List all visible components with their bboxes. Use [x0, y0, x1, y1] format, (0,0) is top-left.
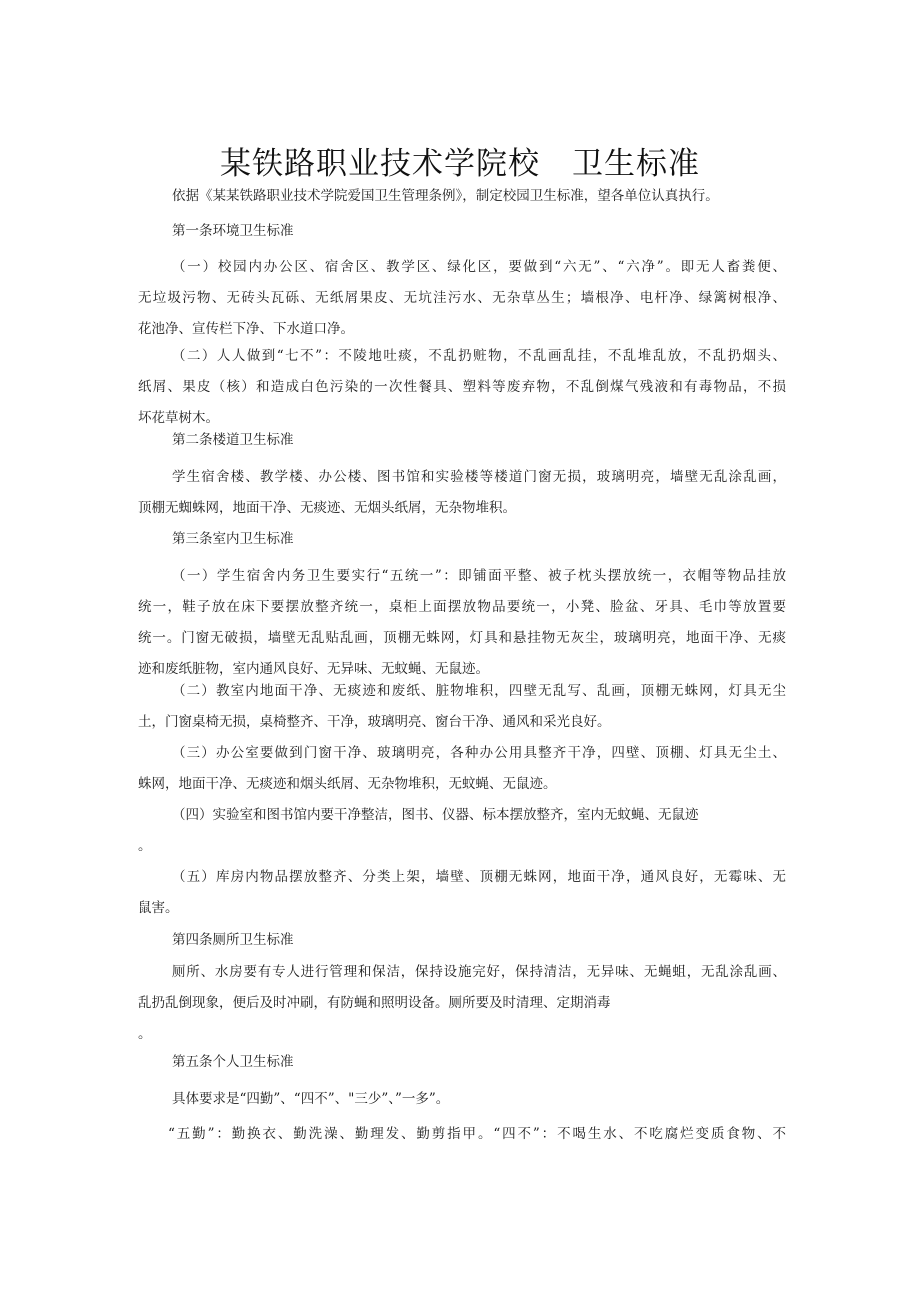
- document-title: 某铁路职业技术学院校 卫生标准: [220, 146, 700, 182]
- section-heading-5: 第五条个人卫生标准: [172, 1054, 294, 1070]
- section-heading-2: 第二条楼道卫生标准: [172, 432, 294, 448]
- section-heading-1: 第一条环境卫生标准: [172, 223, 294, 239]
- section-5-paragraph-2: “五勤”：勤换衣、勤洗澡、勤理发、勤剪指甲。“四不”：不喝生水、不吃腐烂变质食物、不: [168, 1126, 786, 1142]
- section-3-paragraph-4: （四）实验室和图书馆内要干净整洁，图书、仪器、标本摆放整齐，室内无蚊蝇、无鼠迹 。: [138, 807, 699, 854]
- section-5-paragraph-1: 具体要求是“四勤”、“四不”、"三少”、”一多”。: [172, 1091, 450, 1107]
- section-1-paragraph-1: （一）校园内办公区、宿舍区、教学区、绿化区，要做到“六无”、“六净”。即无人畜粪便、 无垃圾污物、无砖头瓦砾、无纸屑果皮、无坑洼污水、无杂草丛生；墙根净、电杆净、绿篱树根净、 花池净、宣传栏下净、下水道口净。: [138, 259, 786, 337]
- section-heading-3: 第三条室内卫生标准: [172, 531, 294, 547]
- section-1-paragraph-2: （二）人人做到“七不”：不陵地吐痰，不乱扔赃物，不乱画乱挂，不乱堆乱放，不乱扔烟头、 纸屑、果皮（核）和造成白色污染的一次性餐具、塑料等废弃物，不乱倒煤气残液和有毒物品，不损 坏花草树木。: [138, 348, 786, 426]
- section-heading-4: 第四条厕所卫生标准: [172, 932, 294, 948]
- section-3-paragraph-1: （一）学生宿舍内务卫生要实行“五统一”：即铺面平整、被子枕头摆放统一，衣帽等物品挂放 统一，鞋子放在床下要摆放整齐统一，桌柜上面摆放物品要统一，小凳、脸盆、牙具、毛巾等放置要 统一。门窗无破损，墙壁无乱贴乱画，顶棚无蛛网，灯具和悬挂物无灰尘，玻璃明亮，地面干净、无痰 迹和废纸脏物，室内通风良好、无异味、无蚊蝇、无鼠迹。: [138, 568, 786, 677]
- intro-line: 依据《某某铁路职业技术学院爱国卫生管理条例》，制定校园卫生标准，望各单位认真执行。: [172, 188, 719, 204]
- section-3-paragraph-2: （二）教室内地面干净、无痰迹和废纸、脏物堆积，四壁无乱写、乱画，顶棚无蛛网，灯具无尘 土，门窗桌椅无损，桌椅整齐、干净，玻璃明亮、窗台干净、通风和采光良好。: [138, 683, 786, 730]
- section-3-paragraph-5: （五）库房内物品摆放整齐、分类上架，墙壁、顶棚无蛛网，地面干净，通风良好，无霉味、无 鼠害。: [138, 869, 786, 916]
- section-3-paragraph-3: （三）办公室要做到门窗干净、玻璃明亮，各种办公用具整齐干净，四壁、顶棚、灯具无尘土、 蛛网，地面干净、无痰迹和烟头纸屑、无杂物堆积，无蚊蝇、无鼠迹。: [138, 745, 786, 792]
- intro-paragraph: [138, 181, 820, 212]
- section-2-paragraph-1: 学生宿舍楼、教学楼、办公楼、图书馆和实验楼等楼道门窗无损，玻璃明亮，墙壁无乱涂乱画， 顶棚无蜘蛛网，地面干净、无痰迹、无烟头纸屑，无杂物堆积。: [138, 469, 786, 516]
- section-4-paragraph-1: 厕所、水房要有专人进行管理和保洁，保持设施完好，保持清洁，无异味、无蝇蛆，无乱涂乱画、 乱扔乱倒现象，便后及时冲刷，有防蝇和照明设备。厕所要及时清理、定期消毒 。: [138, 964, 786, 1042]
